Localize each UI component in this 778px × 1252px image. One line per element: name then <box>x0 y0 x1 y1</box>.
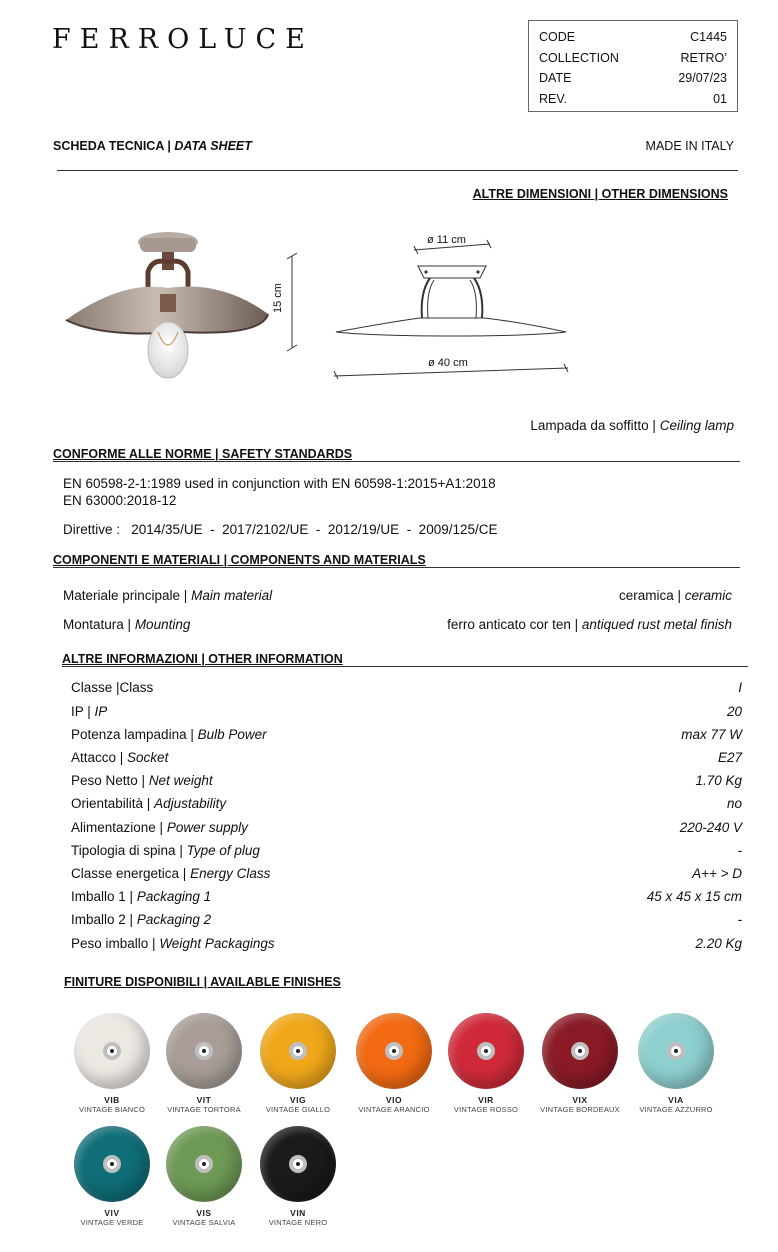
finish-disc-hole <box>195 1155 213 1173</box>
info-value: A++ > D <box>692 866 742 881</box>
info-value: no <box>726 796 742 811</box>
label-it: Montatura | <box>63 617 132 632</box>
finish-disc-hole <box>571 1042 589 1060</box>
finish-name: VINTAGE VERDE <box>80 1218 144 1227</box>
lamp-photo <box>62 228 272 383</box>
info-label-en: Net weight <box>148 773 213 788</box>
finishes-heading: FINITURE DISPONIBILI | AVAILABLE FINISHES <box>64 975 341 989</box>
info-value: 220-240 V <box>679 820 742 835</box>
info-label-it: Classe |Class <box>71 680 154 695</box>
product-caption <box>530 418 734 433</box>
info-row <box>71 936 742 951</box>
info-divider <box>62 666 748 667</box>
component-row <box>63 588 732 603</box>
finish-code: VIS <box>196 1208 212 1218</box>
info-label <box>71 866 270 881</box>
finish-disc-hole <box>289 1155 307 1173</box>
revision-label: REV. <box>539 91 568 106</box>
info-label-en: Power supply <box>166 820 248 835</box>
info-label <box>71 727 267 742</box>
components-divider <box>53 567 740 568</box>
collection-label: COLLECTION <box>539 50 619 65</box>
made-in-italy: MADE IN ITALY <box>645 139 734 153</box>
info-value: 2.20 Kg <box>695 936 742 951</box>
info-heading: ALTRE INFORMAZIONI | OTHER INFORMATION <box>62 652 343 666</box>
info-label-en: Energy Class <box>190 866 271 881</box>
info-label-en: Type of plug <box>186 843 260 858</box>
date-row <box>539 68 727 89</box>
info-label-it: Classe energetica | <box>71 866 187 881</box>
info-label-it: Tipologia di spina | <box>71 843 183 858</box>
finish-swatch <box>66 1013 158 1114</box>
info-row <box>71 680 742 695</box>
info-value: - <box>737 912 742 927</box>
finish-disc-hole <box>289 1042 307 1060</box>
finish-name: VINTAGE BIANCO <box>78 1105 145 1114</box>
dimensions-heading: ALTRE DIMENSIONI | OTHER DIMENSIONS <box>472 187 728 201</box>
info-label-it: Attacco | <box>71 750 124 765</box>
finish-disc <box>448 1013 524 1089</box>
info-label <box>71 796 226 811</box>
data-sheet-title <box>53 139 252 153</box>
finish-disc-hole <box>477 1042 495 1060</box>
finish-name: VINTAGE TORTORA <box>167 1105 241 1114</box>
finish-swatch <box>252 1013 344 1114</box>
info-label-en: Packaging 2 <box>136 912 212 927</box>
code-label: CODE <box>539 30 576 45</box>
info-row <box>71 889 742 904</box>
component-label <box>63 617 190 632</box>
collection-row <box>539 48 727 69</box>
finish-disc <box>356 1013 432 1089</box>
info-label-it: Imballo 2 | <box>71 912 134 927</box>
info-label-en: Socket <box>127 750 169 765</box>
finish-disc <box>74 1013 150 1089</box>
finish-swatch <box>158 1013 250 1114</box>
date-label: DATE <box>539 71 572 86</box>
finish-name: VINTAGE AZZURRO <box>639 1105 713 1114</box>
finish-swatch <box>348 1013 440 1114</box>
finish-swatch <box>630 1013 722 1114</box>
caption-en: Ceiling lamp <box>659 418 734 433</box>
finish-name: VINTAGE ARANCIO <box>358 1105 430 1114</box>
info-label-en: Packaging 1 <box>136 889 212 904</box>
finish-code: VIX <box>572 1095 588 1105</box>
info-row <box>71 727 742 742</box>
revision-row <box>539 89 727 110</box>
info-row <box>71 796 742 811</box>
finish-disc <box>638 1013 714 1089</box>
info-value: max 77 W <box>681 727 742 742</box>
info-label-it: Peso imballo | <box>71 936 156 951</box>
components-heading: COMPONENTI E MATERIALI | COMPONENTS AND MATERIALS <box>53 553 426 567</box>
finish-code: VIN <box>290 1208 306 1218</box>
title-it: SCHEDA TECNICA | <box>53 139 171 153</box>
finish-code: VIO <box>385 1095 403 1105</box>
info-label <box>71 704 107 719</box>
finish-disc <box>260 1126 336 1202</box>
finish-disc-hole <box>195 1042 213 1060</box>
finish-disc <box>166 1126 242 1202</box>
value-it: ceramica | <box>618 588 681 603</box>
info-label-it: IP | <box>71 704 91 719</box>
info-label-en: Adjustability <box>154 796 227 811</box>
directives-line: Direttive : 2014/35/UE - 2017/2102/UE - 2012/19/UE - 2009/125/CE <box>63 522 498 537</box>
info-label-it: Alimentazione | <box>71 820 164 835</box>
info-value: E27 <box>717 750 742 765</box>
code-row <box>539 27 727 48</box>
component-label <box>63 588 272 603</box>
component-row <box>63 617 732 632</box>
info-label <box>71 773 213 788</box>
product-code-box <box>528 20 738 112</box>
info-label <box>71 843 260 858</box>
info-label <box>71 750 168 765</box>
finish-name: VINTAGE ROSSO <box>453 1105 519 1114</box>
finish-code: VIB <box>104 1095 120 1105</box>
finish-swatch <box>440 1013 532 1114</box>
info-label <box>71 912 211 927</box>
caption-it: Lampada da soffitto | <box>530 418 656 433</box>
value-en: ceramic <box>684 588 732 603</box>
info-value: - <box>737 843 742 858</box>
info-label <box>71 680 153 695</box>
code-value: C1445 <box>690 30 727 45</box>
brand-logo: FERROLUCE <box>52 24 314 55</box>
info-label <box>71 889 211 904</box>
label-en: Main material <box>191 588 273 603</box>
info-value: 1.70 Kg <box>695 773 742 788</box>
component-value <box>619 588 732 603</box>
info-label-en: IP <box>94 704 108 719</box>
finish-code: VIG <box>289 1095 307 1105</box>
finish-disc <box>166 1013 242 1089</box>
standards-divider <box>53 461 740 462</box>
label-en: Mounting <box>134 617 191 632</box>
info-row <box>71 773 742 788</box>
finish-code: VIA <box>668 1095 684 1105</box>
finish-name: VINTAGE GIALLO <box>265 1105 331 1114</box>
finish-disc <box>260 1013 336 1089</box>
standards-line-1: EN 60598-2-1:1989 used in conjunction with EN 60598-1:2015+A1:2018 <box>63 476 496 491</box>
date-value: 29/07/23 <box>678 71 727 86</box>
info-row <box>71 912 742 927</box>
info-row <box>71 704 742 719</box>
finish-code: VIR <box>478 1095 494 1105</box>
standards-heading: CONFORME ALLE NORME | SAFETY STANDARDS <box>53 447 353 461</box>
info-row <box>71 750 742 765</box>
info-value: I <box>738 680 742 695</box>
finish-disc <box>542 1013 618 1089</box>
info-label-it: Orientabilità | <box>71 796 151 811</box>
title-en: DATA SHEET <box>174 139 252 153</box>
finish-swatch <box>252 1126 344 1227</box>
info-row <box>71 843 742 858</box>
header-divider <box>57 170 738 171</box>
height-label: 15 cm <box>272 283 284 313</box>
finish-disc-hole <box>103 1042 121 1060</box>
collection-value: RETRO’ <box>680 50 727 65</box>
finish-swatch <box>534 1013 626 1114</box>
finish-swatch <box>66 1126 158 1227</box>
label-it: Materiale principale | <box>63 588 188 603</box>
value-en: antiqued rust metal finish <box>581 617 732 632</box>
finish-swatch <box>158 1126 250 1227</box>
finish-code: VIV <box>104 1208 120 1218</box>
info-label-en: Weight Packagings <box>159 936 275 951</box>
info-row <box>71 866 742 881</box>
info-row <box>71 820 742 835</box>
info-label-it: Imballo 1 | <box>71 889 134 904</box>
info-label <box>71 936 275 951</box>
finish-disc-hole <box>103 1155 121 1173</box>
diameter-label: ø 40 cm <box>428 357 468 369</box>
info-label <box>71 820 248 835</box>
standards-line-2: EN 63000:2018-12 <box>63 493 177 508</box>
finish-code: VIT <box>196 1095 212 1105</box>
finish-disc-hole <box>385 1042 403 1060</box>
value-it: ferro anticato cor ten | <box>447 617 579 632</box>
finish-disc <box>74 1126 150 1202</box>
component-value <box>447 617 732 632</box>
info-value: 45 x 45 x 15 cm <box>646 889 742 904</box>
finish-name: VINTAGE SALVIA <box>172 1218 236 1227</box>
top-diameter-label: ø 11 cm <box>427 234 466 246</box>
revision-value: 01 <box>713 91 727 106</box>
info-label-it: Potenza lampadina | <box>71 727 194 742</box>
finish-name: VINTAGE BORDEAUX <box>540 1105 620 1114</box>
finish-name: VINTAGE NERO <box>268 1218 328 1227</box>
info-label-en: Bulb Power <box>197 727 267 742</box>
info-label-it: Peso Netto | <box>71 773 146 788</box>
info-value: 20 <box>726 704 742 719</box>
finish-disc-hole <box>667 1042 685 1060</box>
